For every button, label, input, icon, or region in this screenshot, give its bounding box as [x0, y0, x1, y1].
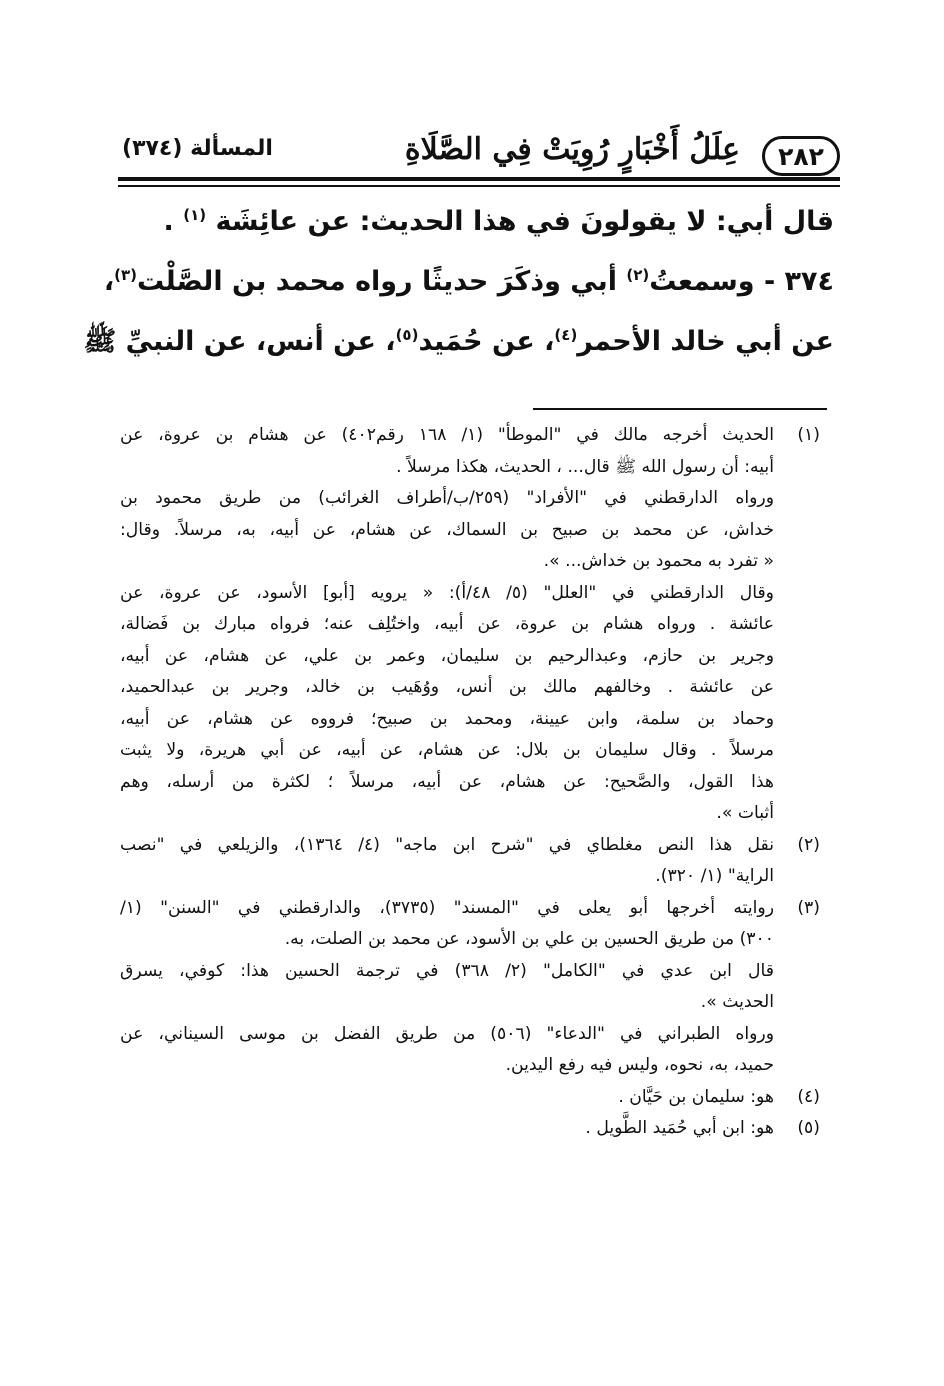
footnote-line: عائشة . ورواه هشام بن عروة، عن أبيه، واختُلِف عنه؛ فرواه مبارك بن فَضالة،	[120, 614, 774, 634]
footnote-line: الحديث أخرجه مالك في "الموطأ" (١/ ١٦٨ رقم٤٠٢) عن هشام بن عروة، عن	[120, 425, 775, 445]
header-rule-thin	[118, 185, 840, 187]
footnote-number: (٢)	[797, 834, 820, 855]
footnote-line: الراية" (١/ ٣٢٠).	[655, 866, 774, 886]
footnote-3	[120, 893, 820, 1082]
footnote-number: (١)	[797, 425, 820, 445]
footnote-ref-3[interactable]: (٣)	[114, 266, 137, 284]
footnote-line: ٣٠٠) من طريق الحسين بن علي بن الأسود، عن محمد بن الصلت، به.	[284, 929, 774, 949]
header-rule-thick	[118, 177, 840, 181]
footnote-number: (٥)	[797, 1118, 820, 1138]
footnote-ref-2[interactable]: (٢)	[626, 266, 650, 284]
footnote-1	[120, 420, 820, 830]
footnote-ref-4[interactable]: (٤)	[554, 326, 578, 344]
footnote-line: أثبات ».	[716, 803, 774, 823]
footnote-line: وقال الدارقطني في "العلل" (٥/ ٤٨/أ): « يرويه [أبو] الأسود، عن عروة، عن	[120, 582, 774, 603]
main-line-1: قال أبي: لا يقولونَ في هذا الحديث: عن عائِشَة $^{(١)}$ .	[163, 206, 834, 237]
footnote-number: (٤)	[797, 1086, 820, 1107]
footnote-line: هذا القول، والصَّحيح: عن هشام، عن أبيه، مرسلاً ؛ لكثرة من أرسله، وهم	[120, 771, 774, 792]
footnote-line: « تفرد به محمود بن خداش... ».	[543, 551, 774, 571]
footnotes	[120, 420, 820, 1145]
footnote-line: روايته أخرجها أبو يعلى في "المسند" (٣٧٣٥)، والدارقطني في "السنن" (١/	[120, 897, 774, 918]
main-line-2: ٣٧٤ - وسمعتُ$^{(٢)}$ أبي وذكَرَ حديثًا رواه محمد بن الصَّلْت$^{(٣)}$،	[103, 266, 834, 297]
footnote-separator	[533, 408, 827, 410]
footnote-line: أبيه: أن رسول الله ﷺ قال... ، الحديث، هكذا مرسلاً .	[396, 456, 774, 477]
footnote-line: قال ابن عدي في "الكامل" (٢/ ٣٦٨) في ترجمة الحسين هذا: كوفي، يسرق	[120, 960, 774, 981]
footnote-line: خداش، عن محمد بن صبيح بن السماك، عن هشام، عن أبيه، به، مرسلاً. وقال:	[120, 519, 774, 540]
footnote-ref-1[interactable]: (١)	[183, 206, 207, 224]
footnote-line: الحديث ».	[700, 992, 774, 1012]
page-header	[110, 118, 840, 180]
footnote-line: ورواه الطبراني في "الدعاء" (٥٠٦) من طريق الفضل بن موسى السيناني، عن	[120, 1023, 774, 1044]
main-line-3: عن أبي خالد الأحمر$^{(٤)}$، عن حُمَيد$^{(٥)}$، عن أنس، عن النبيِّ ﷺ	[83, 326, 834, 357]
footnote-number: (٣)	[797, 897, 820, 918]
footnote-line: هو: سليمان بن حَيَّان .	[618, 1086, 774, 1107]
footnote-line: هو: ابن أبي حُمَيد الطَّويل .	[585, 1118, 774, 1138]
footnote-line: وحماد بن سلمة، وابن عيينة، ومحمد بن صبيح؛ فرووه عن هشام، عن أبيه،	[120, 708, 774, 729]
footnote-line: عن عائشة . وخالفهم مالك بن أنس، ووُهَيب بن خالد، وجرير بن عبدالحميد،	[120, 677, 774, 697]
footnote-4	[120, 1082, 820, 1114]
book-title: عِلَلُ أَخْبَارٍ رُوِيَتْ فِي الصَّلَاةِ	[404, 132, 740, 167]
footnote-line: حميد، به، نحوه، وليس فيه رفع اليدين.	[505, 1055, 774, 1075]
footnote-line: وجرير بن حازم، وعبدالرحيم بن سليمان، وعمر بن علي، عن هشام، عن أبيه،	[120, 645, 774, 666]
footnote-2	[120, 830, 820, 893]
footnote-line: ورواه الدارقطني في "الأفراد" (٢٥٩/ب/أطراف الغرائب) من طريق محمود بن	[120, 488, 774, 508]
page-number: ٢٨٢	[762, 136, 840, 176]
footnote-line: مرسلاً . وقال سليمان بن بلال: عن هشام، عن أبيه، عن أبي هريرة، ولا يثبت	[120, 740, 774, 760]
masala-label: المسألة (٣٧٤)	[122, 136, 273, 161]
footnote-line: نقل هذا النص مغلطاي في "شرح ابن ماجه" (٤/ ١٣٦٤)، والزيلعي في "نصب	[120, 834, 774, 855]
footnote-5	[120, 1113, 820, 1145]
footnote-ref-5[interactable]: (٥)	[395, 326, 419, 344]
